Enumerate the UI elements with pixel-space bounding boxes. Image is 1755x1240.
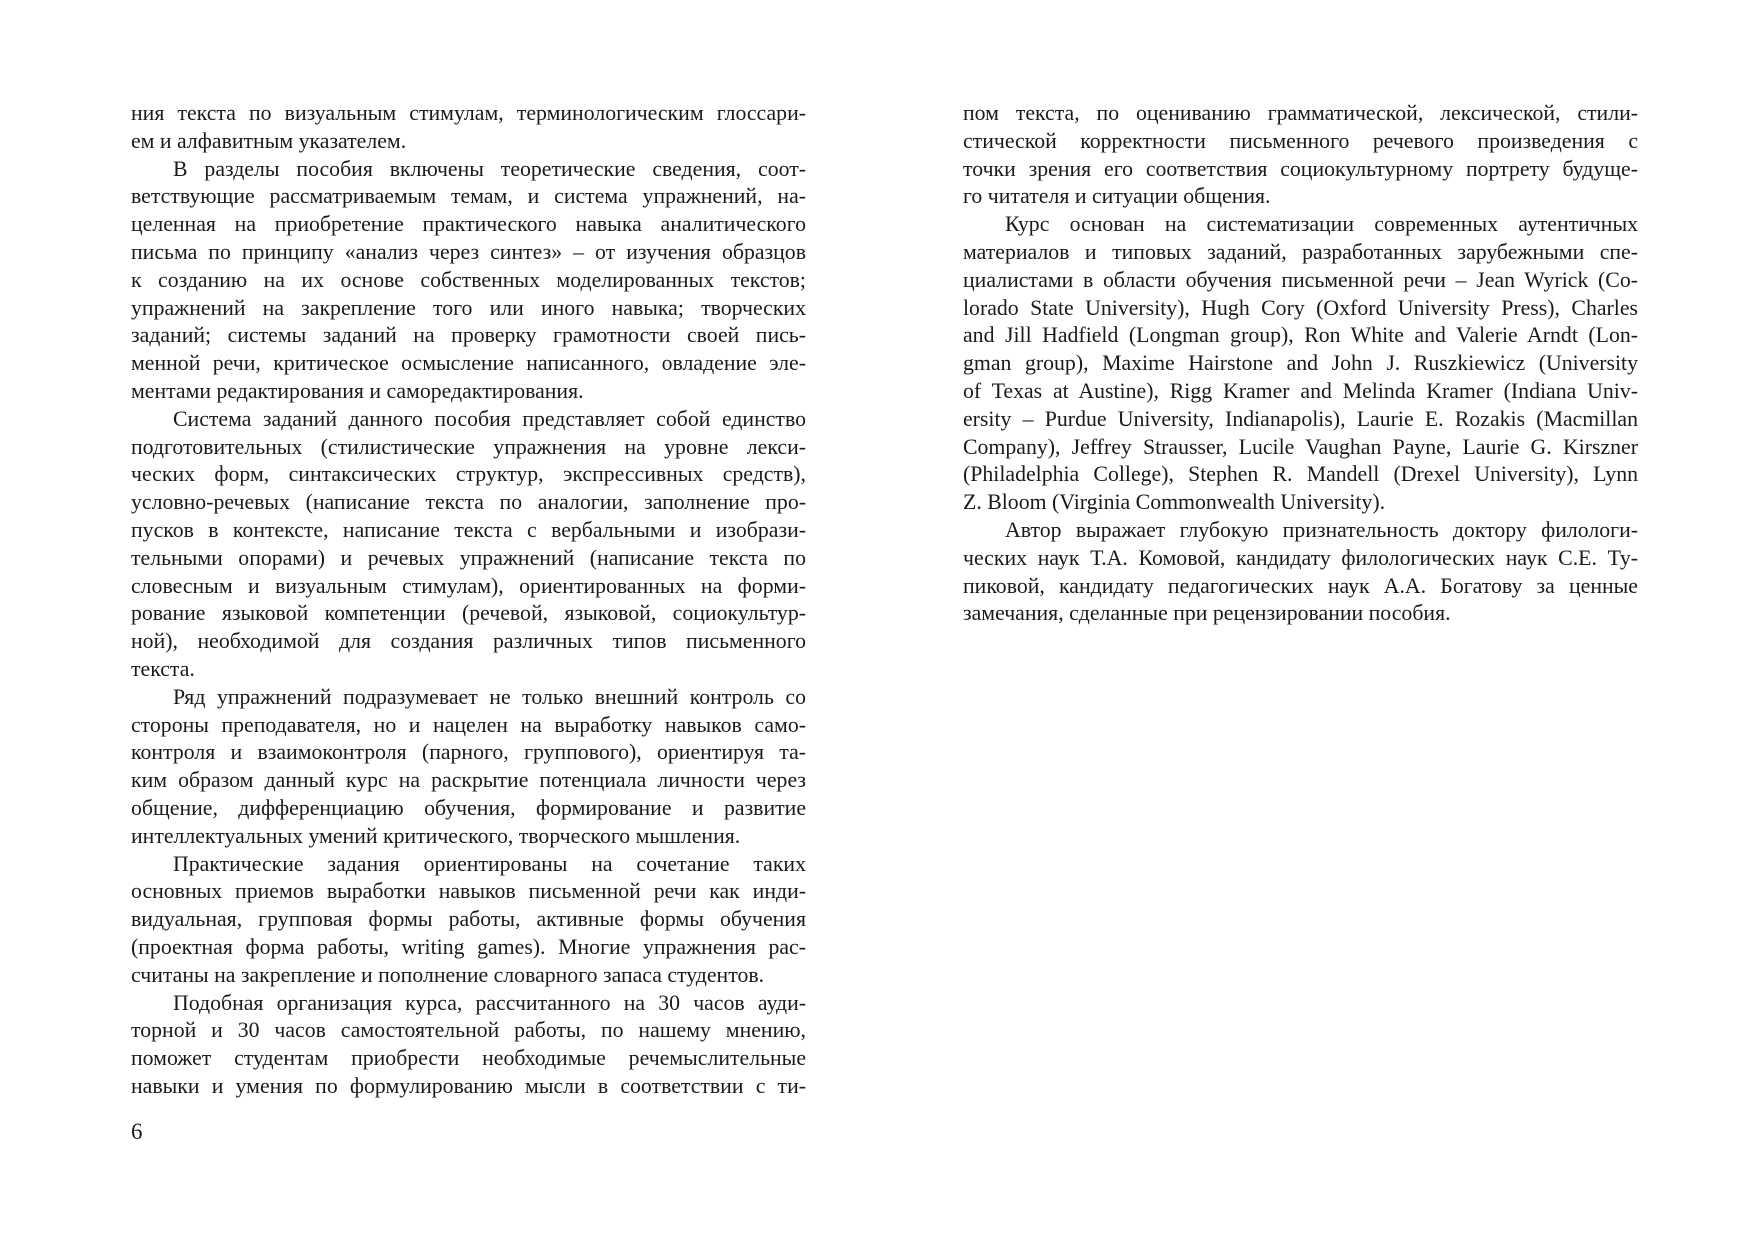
text-line: стической корректности письменного речевого произведения с [963,128,1638,153]
text-line: (проектная форма работы, writing games). Многие упражнения рас- [131,934,806,959]
text-line: письма по принципу «анализ через синтез» – от изучения образцов [131,239,806,264]
text-line: стороны преподавателя, но и нацелен на выработку навыков само- [131,712,806,737]
text-line: тельными опорами) и речевых упражнений (написание текста по [131,545,806,570]
text-line: материалов и типовых заданий, разработанных зарубежными спе- [963,239,1638,264]
text-line: gman group), Maxime Hairstone and John J. Ruszkiewicz (University [963,351,1638,376]
text-line: условно-речевых (написание текста по аналогии, заполнение про- [131,490,806,515]
text-line: ния текста по визуальным стимулам, терминологическим глоссари- [131,101,806,125]
text-line: пусков в контексте, написание текста с вербальными и изобрази- [131,517,806,542]
text-line: Z. Bloom (Virginia Commonwealth University). [963,490,1386,515]
text-line: Система заданий данного пособия представляет собой единство [173,406,806,431]
text-line: Ряд упражнений подразумевает не только внешний контроль со [173,684,806,709]
left-page-text [131,100,806,1101]
right-page [963,100,1638,628]
text-line: поможет студентам приобрести необходимые речемыслительные [131,1046,806,1071]
text-line: Практические задания ориентированы на сочетание таких [173,851,806,876]
text-line: к созданию на их основе собственных моделированных текстов; [131,267,806,292]
text-line: упражнений на закрепление того или иного навыка; творческих [131,295,806,320]
page-number: 6 [131,1119,143,1144]
text-line: навыки и умения по формулированию мысли в соответствии с ти- [131,1073,806,1098]
text-line: ной), необходимой для создания различных типов письменного [131,629,806,654]
text-line: ем и алфавитным указателем. [131,128,407,153]
text-line: В разделы пособия включены теоретические сведения, соот- [173,156,806,181]
text-line: of Texas at Austine), Rigg Kramer and Melinda Kramer (Indiana Univ- [963,378,1638,403]
text-line: ersity – Purdue University, Indianapolis), Laurie E. Rozakis (Macmillan [963,406,1638,431]
text-line: ментами редактирования и саморедактирования. [131,378,584,403]
text-line: замечания, сделанные при рецензировании пособия. [963,601,1451,626]
text-line: ческих форм, синтаксических структур, экспрессивных средств), [131,462,806,487]
text-line: циалистами в области обучения письменной речи – Jean Wyrick (Co- [963,267,1638,292]
text-line: контроля и взаимоконтроля (парного, группового), ориентируя та- [131,740,806,765]
text-line: общение, дифференциацию обучения, формирование и развитие [131,795,806,820]
text-line: (Philadelphia College), Stephen R. Mandell (Drexel University), Lynn [963,462,1638,487]
text-line: целенная на приобретение практического навыка аналитического [131,212,806,237]
text-line: считаны на закрепление и пополнение словарного запаса студентов. [131,962,765,987]
text-line: подготовительных (стилистические упражнения на уровне лекси- [131,434,806,459]
text-line: основных приемов выработки навыков письменной речи как инди- [131,879,806,904]
text-line: го читателя и ситуации общения. [963,184,1271,209]
text-line: Подобная организация курса, рассчитанного на 30 часов ауди- [173,990,806,1015]
text-line: пом текста, по оцениванию грамматической, лексической, стили- [963,101,1638,125]
text-line: заданий; системы заданий на проверку грамотности своей пись- [131,323,806,348]
text-line: интеллектуальных умений критического, творческого мышления. [131,823,741,848]
text-line: словесным и визуальным стимулам), ориентированных на форми- [131,573,806,598]
text-line: видуальная, групповая формы работы, активные формы обучения [131,907,806,932]
text-line: рование языковой компетенции (речевой, языковой, социокультур- [131,601,806,626]
text-line: ким образом данный курс на раскрытие потенциала личности через [131,768,806,793]
right-page-text [963,100,1638,628]
text-line: ческих наук Т.А. Комовой, кандидату филологических наук С.Е. Ту- [963,545,1638,570]
text-line: lorado State University), Hugh Cory (Oxford University Press), Charles [963,295,1638,320]
text-line: текста. [131,656,195,681]
left-page [131,100,806,1101]
text-line: Company), Jeffrey Strausser, Lucile Vaughan Payne, Laurie G. Kirszner [963,434,1638,459]
text-line: Курс основан на систематизации современных аутентичных [1005,212,1638,237]
text-line: менной речи, критическое осмысление написанного, овладение эле- [131,351,806,376]
text-line: точки зрения его соответствия социокультурному портрету будуще- [963,156,1638,181]
text-line: Автор выражает глубокую признательность доктору филологи- [1005,517,1638,542]
text-line: ветствующие рассматриваемым темам, и система упражнений, на- [131,184,806,209]
text-line: торной и 30 часов самостоятельной работы, по нашему мнению, [131,1018,806,1043]
text-line: пиковой, кандидату педагогических наук А.А. Богатову за ценные [963,573,1638,598]
text-line: and Jill Hadfield (Longman group), Ron White and Valerie Arndt (Lon- [963,323,1638,348]
